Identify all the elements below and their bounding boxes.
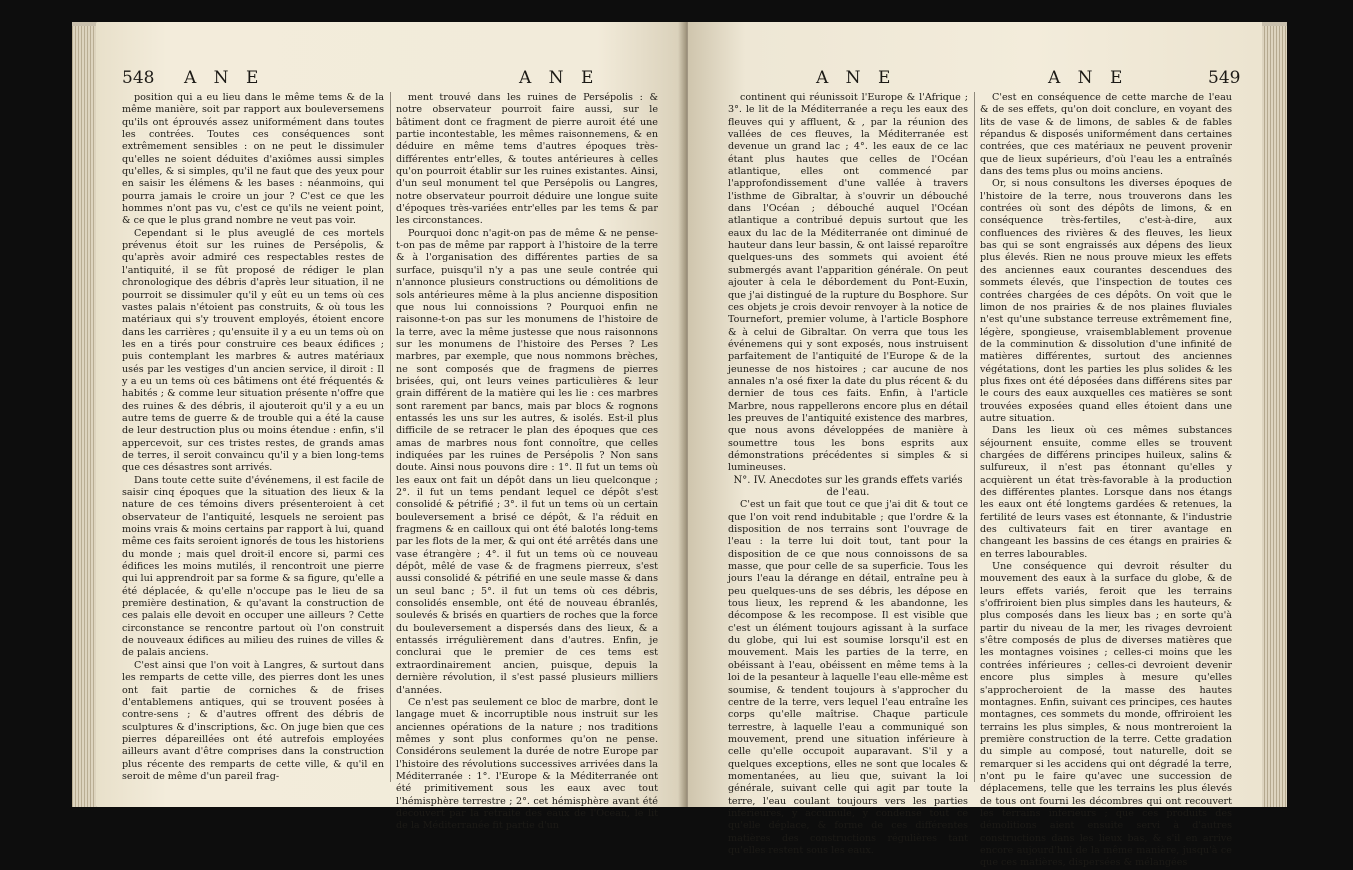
open-book	[72, 22, 1287, 869]
column-divider	[974, 92, 975, 782]
right-page	[688, 22, 1262, 869]
running-head: A N E	[816, 68, 897, 88]
text-column	[122, 92, 384, 783]
paragraph: Dans les lieux où ces mêmes substances séjournent ensuite, comme elles se trouvent chargées de différens principes huileux, salins & sulfureux, il n'est pas étonnant qu'elles y acquièrent un état très-favorable à la production des différentes plantes. Lorsque dans nos étangs les eaux ont été longtems gardées & retenues, la fertilité de leurs vases est étonnante, & l'industrie des cultivateurs fait en tirer avantage en changeant les bassins de ces étangs en prairies & en terres labourables.	[980, 425, 1232, 560]
paragraph: Une conséquence qui devroit résulter du mouvement des eaux à la surface du globe, & de leurs effets variés, feroit que les terrains s'offriroient bien plus simples dans les hauteurs, & plus composés dans les lieux bas ; en sorte qu'à partir du niveau de la mer, les rivages devroient s'être composés de plus de diverses matières que les montagnes voisines ; celles-ci moins que les contrées inférieures ; celles-ci devroient devenir encore plus simples à mesure qu'elles s'approcheroient de la masse des hautes montagnes. Enfin, suivant ces principes, ces hautes montagnes, ces sommets du monde, offriroient les terrains les plus simples, & nous montreroient la première construction de la terre. Cette gradation du simple au composé, tout naturelle, doit se remarquer si les accidens qui ont dégradé la terre, n'ont pu le faire qu'avec une succession de déplacemens, telle que les terrains les plus élevés de tous ont fourni les décombres qui ont recouvert les terrains inférieurs ; que ces produits des démolitions aient ensuite servi à d'autres constructions dans les lieux bas, & s'il en arrive encore aujourd'hui de la même manière, jusqu'à ce que ces matières, dispersées & mélangées	[980, 561, 1232, 869]
text-column	[980, 92, 1232, 870]
running-head: A N E	[184, 68, 265, 88]
page-number: 548	[122, 68, 155, 88]
running-head: A N E	[1048, 68, 1129, 88]
text-column	[396, 92, 658, 833]
paragraph: C'est en conséquence de cette marche de l'eau & de ses effets, qu'on doit conclure, en voyant des lits de vase & de limons, de sables & de fables répandus & disposés uniformément dans certaines contrées, que ces matériaux ne peuvent provenir que de lieux supérieurs, d'où l'eau les a entraînés dans des tems plus ou moins anciens.	[980, 92, 1232, 178]
paragraph: Ce n'est pas seulement ce bloc de marbre, dont le langage muet & incorruptible nous instruit sur les anciennes opérations de la nature ; nos traditions mêmes y sont plus conformes qu'on ne pense. Considérons seulement la durée de notre Europe par l'histoire des révolutions successives arrivées dans la Méditerranée : 1°. l'Europe & la Méditerranée ont été primitivement sous les eaux avec tout l'hémisphère terrestre ; 2°. cet hémisphère avant été découvert par la retraite des eaux de l'Océan, le lit de la Méditerranée fit partie d'un	[396, 696, 658, 832]
left-page	[96, 22, 686, 832]
page-edges-right	[1262, 26, 1287, 807]
page-edges-left	[72, 26, 96, 807]
paragraph: C'est ainsi que l'on voit à Langres, & surtout dans les remparts de cette ville, des pierres dont les unes ont fait partie de corniches & de frises d'entablemens antiques, qui se trouvent posées à contre-sens ; & d'autres offrent des débris de sculptures & d'inscriptions, &c. On juge bien que ces pierres dépareillées ont été autrefois employées ailleurs avant d'être comprises dans la construction plus récente des remparts de cette ville, & qu'il en seroit de même d'un pareil frag-	[122, 659, 384, 782]
paragraph: ment trouvé dans les ruines de Persépolis : & notre observateur pourroit faire aussi, sur le bâtiment dont ce fragment de pierre auroit été une partie incontestable, les mêmes raisonnemens, & en déduire en même tems d'autres époques très-différentes entr'elles, & toutes antérieures à celles qu'on pourroit établir sur les ruines existantes. Ainsi, d'un seul monument tel que Persépolis ou Langres, notre observateur pourroit déduire une longue suite d'époques très-variées entr'elles par les tems & par les circonstances.	[396, 92, 658, 227]
paragraph: C'est un fait que tout ce que j'ai dit & tout ce que l'on voit rend indubitable ; que l'ordre & la disposition de nos terrains sont l'ouvrage de l'eau : la terre lui doit tout, tant pour la disposition de ce que nous connoissons de sa masse, que pour celle de sa superficie. Tous les jours l'eau la dérange en détail, entraîne peu à peu quelques-uns de ses débris, les dépose en tous lieux, les reprend & les abandonne, les décompose & les recompose. Il est visible que c'est un élément toujours agissant à la surface du globe, qui lui est soumise lorsqu'il est en mouvement. Mais les parties de la terre, en obéissant à l'eau, obéissent en même tems à la loi de la pesanteur à laquelle l'eau elle-même est soumise, & tendent toujours à s'approcher du centre de la terre, vers lequel l'eau entraîne les corps qu'elle maîtrise. Chaque particule terrestre, à laquelle l'eau a communiqué son mouvement, prend une situation inférieure à celle qu'elle occupoit auparavant. S'il y a quelques exceptions, elles ne sont que locales & momentanées, au lieu que, suivant la loi générale, suivant celle qui agit par toute la terre, l'eau coulant toujours vers les parties inférieures, y accumule, y condense tout ce qu'elle déplace, & forme de ces différentes matières des constructions régulières tant qu'elles restent sous les eaux.	[728, 499, 968, 856]
paragraph: Pourquoi donc n'agit-on pas de même & ne pense-t-on pas de même par rapport à l'histoire de la terre & à l'organisation des différentes parties de sa surface, puisqu'il n'y a pas une seule contrée qui n'annonce plusieurs constructions ou démolitions de sols antérieures même à la plus ancienne disposition que nous lui connoissions ? Pourquoi enfin ne raisonne-t-on pas sur les monumens de l'histoire de la terre, avec la même justesse que nous raisonnons sur les monumens de l'histoire des Perses ? Les marbres, par exemple, que nous nommons brèches, ne sont composés que de fragmens de pierres brisées, qui, ont leurs veines particulières & leur grain différent de la matière qui les lie : ces marbres sont rarement par bancs, mais par blocs & rognons entassés les uns sur les autres, & isolés. Est-il plus difficile de se retracer le plan des époques que ces amas de marbres nous font connoître, que celles indiquées par les ruines de Persépolis ? Non sans doute. Ainsi nous pouvons dire : 1°. Il fut un tems où les eaux ont fait un dépôt dans un lieu quelconque ; 2°. il fut un tems pendant lequel ce dépôt s'est consolidé & pétrifié ; 3°. il fut un tems où un certain bouleversement a brisé ce dépôt, & l'a réduit en fragmens & en cailloux qui ont été balotés long-tems par les flots de la mer, & qui ont été arrêtés dans une vase étrangère ; 4°. il fut un tems où ce nouveau dépôt, mêlé de vase & de fragmens pierreux, s'est aussi consolidé & pétrifié en une seule masse & dans un seul banc ; 5°. il fut un tems où ces débris, consolidés ensemble, ont été de nouveau ébranlés, soulevés & brisés en quartiers de roches que la force du bouleversement a dispersés dans des lieux, & a entassés irrégulièrement dans d'autres. Enfin, je conclurai que le premier de ces tems est extraordinairement ancien, puisque, depuis la dernière révolution, il s'est passé plusieurs milliers d'années.	[396, 227, 658, 696]
text-column	[728, 92, 968, 857]
column-divider	[390, 92, 391, 782]
paragraph: Dans toute cette suite d'événemens, il est facile de saisir cinq époques que la situation des lieux & la nature de ces témoins divers présenteroient à cet observateur de l'antiquité, lesquels ne seroient pas moins vrais & moins certains par rapport à lui, quand même ces faits seroient ignorés de tous les historiens du monde ; mais quel droit-il encore si, parmi ces édifices les moins mutilés, il rencontroit une pierre qui lui apprendroit par sa forme & sa figure, qu'elle a été déplacée, & qu'elle n'occupe pas le lieu de sa première destination, & qu'avant la construction de ces palais elle devoit en occuper une ailleurs ? Cette circonstance se rencontre partout où l'on construit de nouveaux édifices au milieu des ruines de villes & de palais anciens.	[122, 474, 384, 659]
paragraph: continent qui réunissoit l'Europe & l'Afrique ; 3°. le lit de la Méditerranée a reçu les eaux des fleuves qui y affluent, & , par la réunion des vallées de ces fleuves, la Méditerranée est devenue un grand lac ; 4°. les eaux de ce lac étant plus hautes que celles de l'Océan atlantique, elles ont commencé par l'approfondissement d'une vallée à travers l'isthme de Gibraltar, à s'ouvrir un débouché dans l'Océan ; débouché auquel l'Océan atlantique a contribué depuis surtout que les eaux du lac de la Méditerranée ont diminué de hauteur dans leur bassin, & ont laissé reparoître quelques-uns des sommets qui avoient été submergés avant l'apparition générale. On peut ajouter à cela le débordement du Pont-Euxin, que j'ai distingué de la rupture du Bosphore. Sur ces objets je crois devoir renvoyer à la notice de Tournefort, premier volume, à l'article Bosphore & à celui de Gibraltar. On verra que tous les événemens qui y sont exposés, nous instruisent parfaitement de l'antiquité de l'Europe & de la jeunesse de nos histoires ; car aucune de nos annales n'a osé fixer la date du plus récent & du dernier de tous ces faits. Enfin, à l'article Marbre, nous rappellerons encore plus en détail les preuves de l'antiquité existence des marbres, que nous avons développées de manière à soumettre tous les bons esprits aux démonstrations précédentes si simples & si lumineuses.	[728, 92, 968, 474]
paragraph: Or, si nous consultons les diverses époques de l'histoire de la terre, nous trouverons dans les contrées où sont des dépôts de limons, & en conséquence très-fertiles, c'est-à-dire, aux confluences des rivières & des fleuves, les lieux bas qui se sont engraissés aux dépens des lieux plus élevés. Rien ne nous prouve mieux les effets des anciennes eaux courantes descendues des sommets élevés, que l'inspection de toutes ces contrées chargées de ces dépôts. On voit que le limon de nos prairies & de nos plaines fluviales n'est qu'une substance terreuse extrêmement fine, légère, spongieuse, vraisemblablement provenue de la comminution & dissolution d'une infinité de matières différentes, surtout des anciennes végétations, dont les parties les plus solides & les plus fixes ont été déposées dans différens sites par le cours des eaux auxquelles ces matières se sont trouvées exposées quand elles étoient dans une autre situation.	[980, 178, 1232, 424]
page-number: 549	[1208, 68, 1241, 88]
section-heading: N°. IV. Anecdotes sur les grands effets variés de l'eau.	[733, 474, 963, 498]
running-head: A N E	[519, 68, 600, 88]
paragraph: Cependant si le plus aveuglé de ces mortels prévenus étoit sur les ruines de Persépolis, & qu'après avoir admiré ces respectables restes de l'antiquité, il se fût proposé de rédiger le plan chronologique des débris d'après leur situation, il ne pourroit se dissimuler qu'il y eût eu un tems où ces vastes palais n'étoient pas construits, & où tous les matériaux qui s'y trouvent employés, étoient encore dans les carrières ; qu'ensuite il y a eu un tems où on les en a tirés pour construire ces beaux édifices ; puis contemplant les marbres & autres matériaux usés par les vestiges d'un ancien service, il diroit : Il y a eu un tems où ces bâtimens ont été fréquentés & habités ; & comme leur situation présente n'offre que des ruines & des débris, il ajouteroit qu'il y a eu un autre tems de guerre & de trouble qui a été la cause de leur destruction plus ou moins étendue : enfin, s'il appercevoit, sur ces tristes restes, de grands amas de terres, il seroit convaincu qu'il y a bien long-tems que ces désastres sont arrivés.	[122, 227, 384, 474]
paragraph: position qui a eu lieu dans le même tems & de la même manière, soit par rapport aux bouleversemens qu'ils ont éprouvés assez uniformément dans toutes les contrées. Toutes ces conséquences sont extrêmement sensibles : on ne peut le dissimuler qu'elles ne soient déduites d'axiômes aussi simples qu'elles, & si simples, qu'il ne faut que des yeux pour en saisir les élémens & les bases : néanmoins, qui pourra jamais le croire un jour ? C'est ce que les hommes n'ont pas vu, c'est ce qu'ils ne veient point, & ce que le plus grand nombre ne veut pas voir.	[122, 92, 384, 227]
